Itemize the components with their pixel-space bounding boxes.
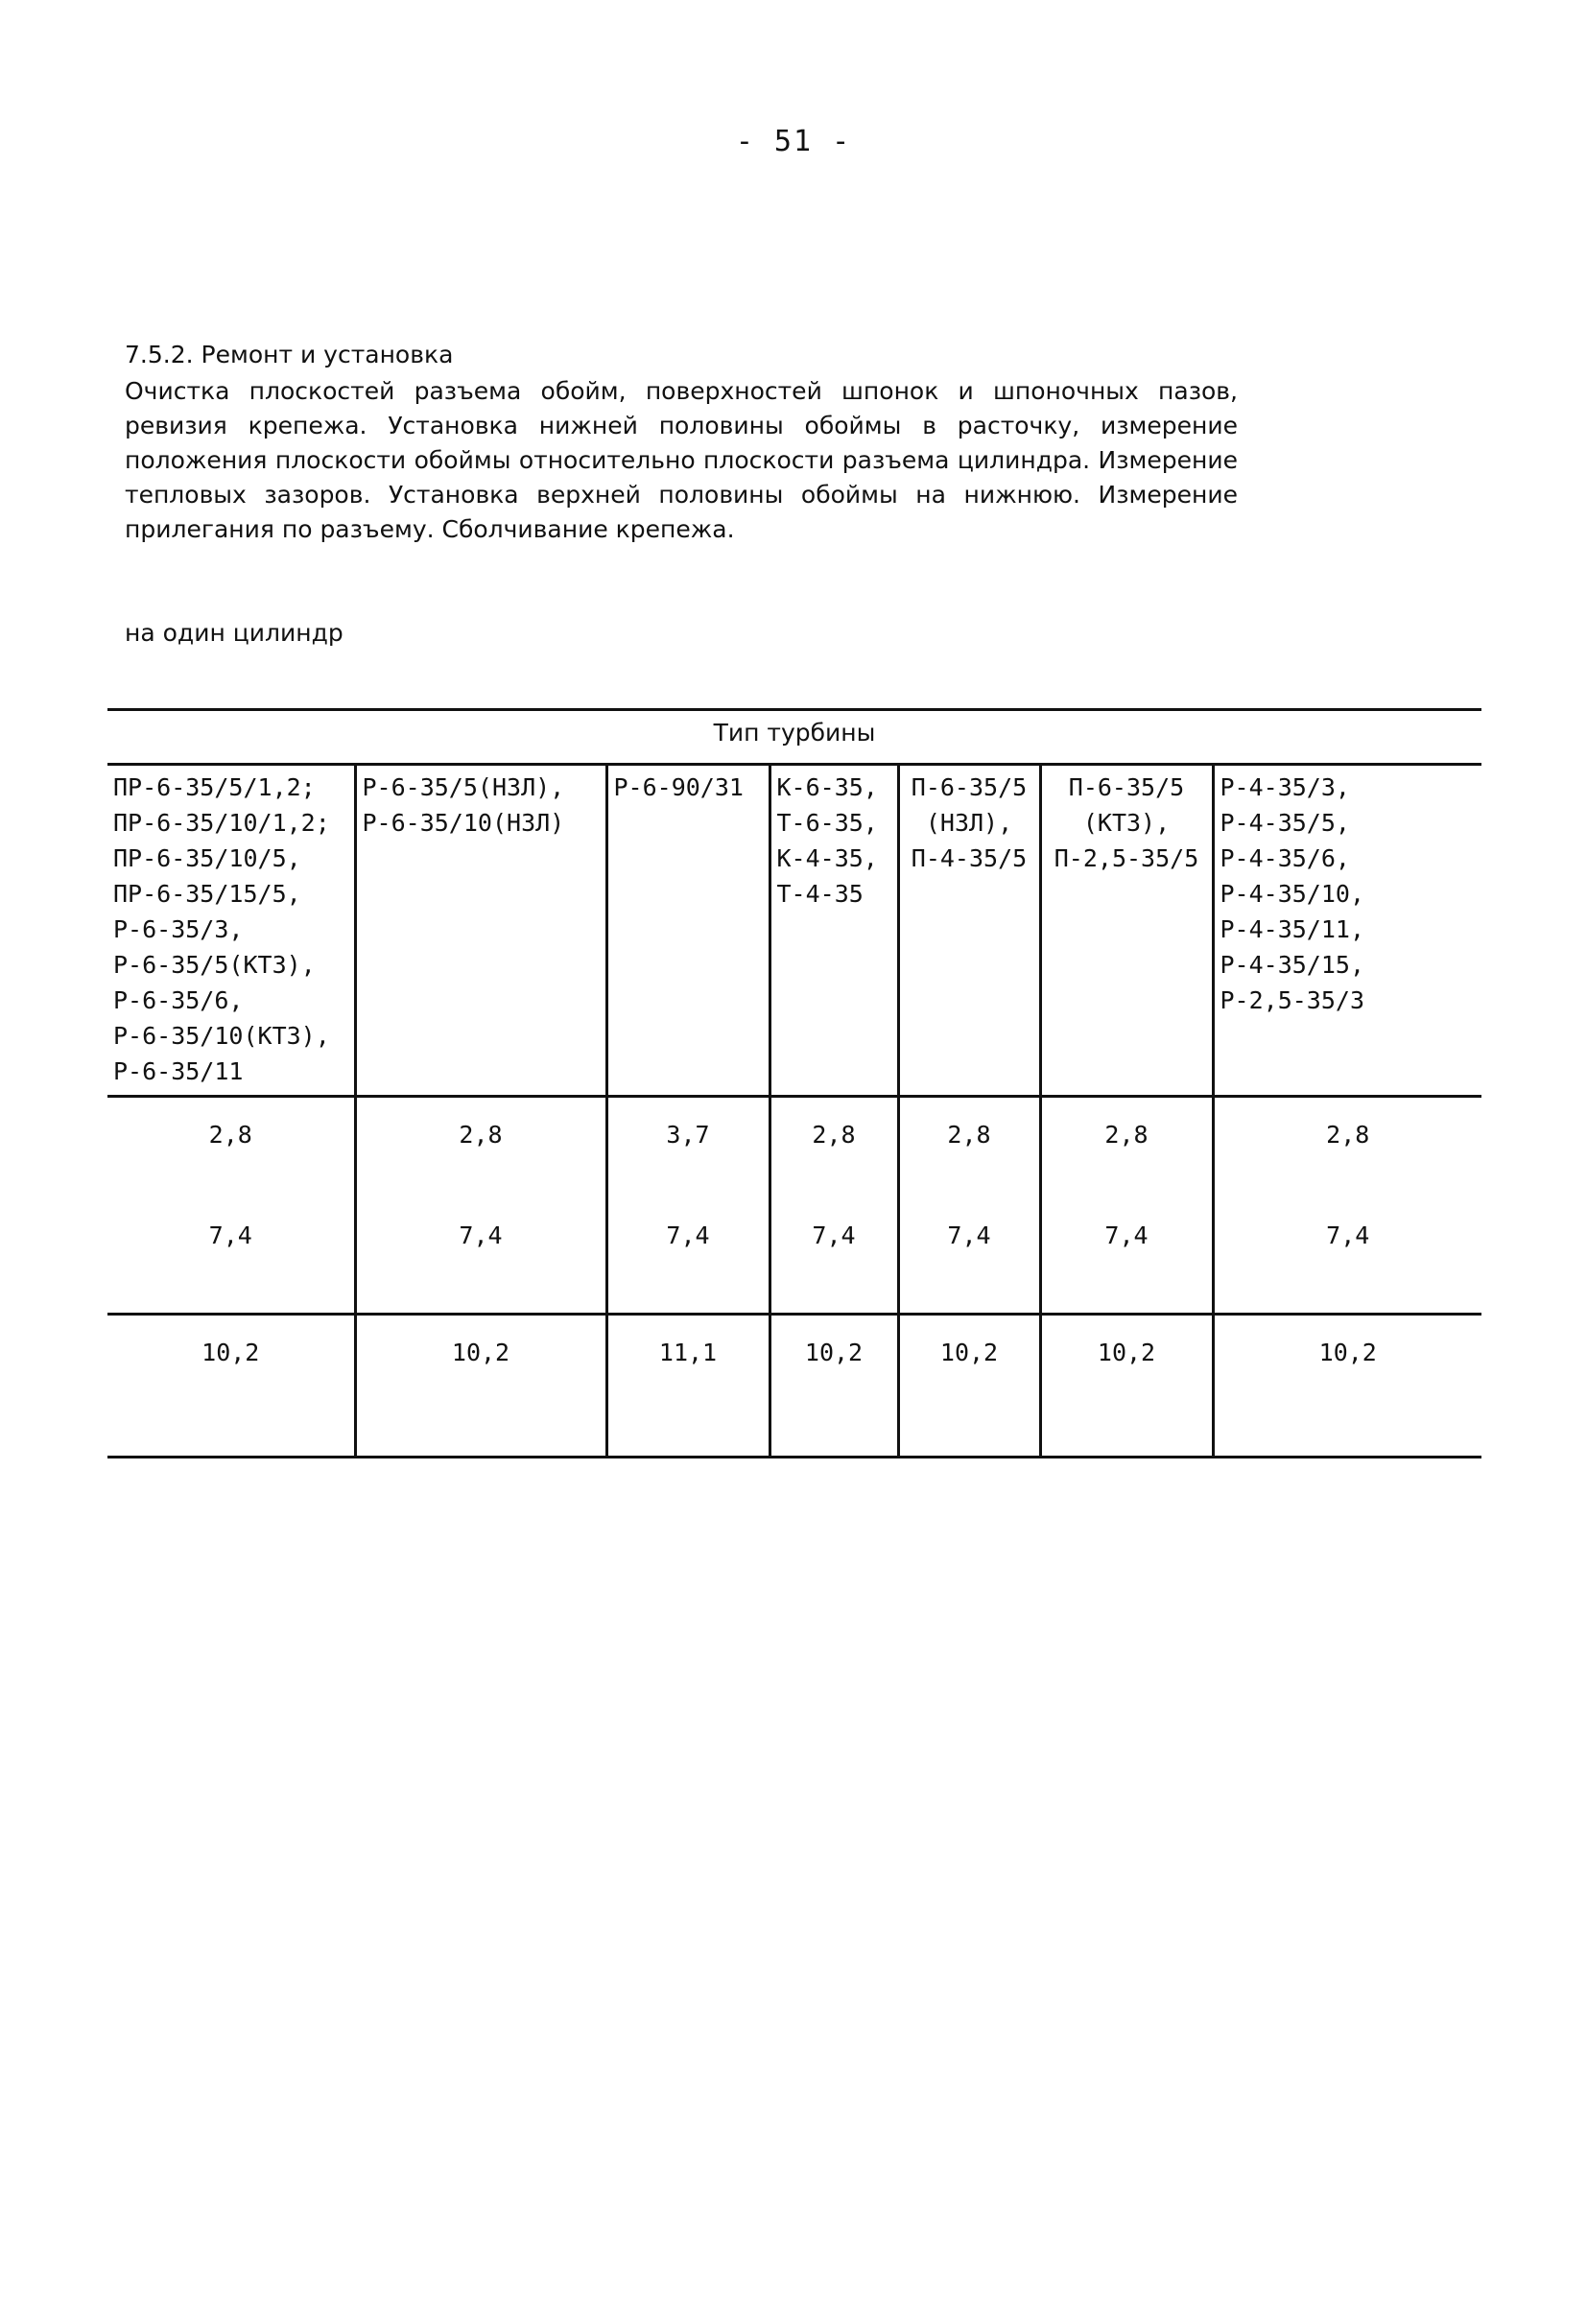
value-second: 7,4 [459,1221,503,1249]
unit-note: на один цилиндр [125,619,343,647]
total-cell: 11,1 [606,1315,770,1458]
value-first: 2,8 [812,1121,856,1149]
total-row [107,1315,1481,1458]
value-second: 7,4 [812,1221,856,1249]
total-cell: 10,2 [770,1315,898,1458]
table-header-turbine-type: Тип турбины [713,719,876,747]
type-line: П-4-35/5 [911,844,1028,872]
type-line: Р-4-35/6, [1220,844,1350,872]
value-second: 7,4 [1326,1221,1370,1249]
type-line: ПР-6-35/15/5, [113,880,301,908]
type-line: Р-6-35/10(НЗЛ) [362,809,565,837]
value-second: 7,4 [947,1221,991,1249]
type-line: Т-6-35, [776,809,878,837]
type-line: Р-4-35/5, [1220,809,1350,837]
value-first: 2,8 [208,1121,252,1149]
value-second: 7,4 [1104,1221,1149,1249]
type-line: ПР-6-35/10/1,2; [113,809,330,837]
type-line: (КТЗ), [1082,809,1171,837]
value-cell [770,1097,898,1315]
total-cell: 10,2 [107,1315,355,1458]
type-line: ПР-6-35/5/1,2; [113,773,316,801]
type-line: Р-4-35/11, [1220,915,1365,943]
type-line: Р-6-35/3, [113,915,244,943]
turbine-types-cell [1040,765,1213,1097]
turbine-types-cell [898,765,1040,1097]
total-cell: 10,2 [898,1315,1040,1458]
type-line: Р-6-35/6, [113,986,244,1014]
type-line: Р-4-35/15, [1220,951,1365,979]
type-line: Р-6-35/5(НЗЛ), [362,773,565,801]
section-body: Очистка плоскостей разъема обойм, поверхностей шпонок и шпоночных пазов, ревизия крепежа. Установка нижней половины обоймы в расточку, измерение положения плоскости обоймы относительно плоскости разъема цилиндра. Измерение тепловых зазоров. Установка верхней половины обоймы на нижнюю. Измерение прилегания по разъему. Сболчивание крепежа. [125,377,1238,543]
type-line: П-2,5-35/5 [1054,844,1199,872]
type-line: Р-4-35/10, [1220,880,1365,908]
turbine-types-row [107,765,1481,1097]
total-cell: 10,2 [355,1315,606,1458]
type-line: Р-6-35/5(КТЗ), [113,951,316,979]
value-first: 2,8 [459,1121,503,1149]
value-first: 2,8 [1326,1121,1370,1149]
type-line: П-6-35/5 [911,773,1028,801]
turbine-types-cell [606,765,770,1097]
value-second: 7,4 [208,1221,252,1249]
value-first: 2,8 [1104,1121,1149,1149]
type-line: К-4-35, [776,844,878,872]
page-number: - 51 - [735,125,852,158]
labor-norm-table [107,708,1481,1458]
type-line: Р-2,5-35/3 [1220,986,1365,1014]
type-line: Р-6-90/31 [613,773,744,801]
value-cell [898,1097,1040,1315]
value-cell [1040,1097,1213,1315]
type-line: ПР-6-35/10/5, [113,844,301,872]
value-cell [355,1097,606,1315]
type-line: Р-6-35/10(КТЗ), [113,1022,330,1050]
turbine-types-cell [770,765,898,1097]
turbine-types-cell [107,765,355,1097]
type-line: К-6-35, [776,773,878,801]
type-line: Р-6-35/11 [113,1057,244,1085]
type-line: (НЗЛ), [925,809,1013,837]
turbine-types-cell [355,765,606,1097]
type-line: П-6-35/5 [1068,773,1185,801]
values-row [107,1097,1481,1315]
type-line: Т-4-35 [776,880,864,908]
total-cell: 10,2 [1040,1315,1213,1458]
total-cell: 10,2 [1213,1315,1481,1458]
section-heading: 7.5.2. Ремонт и установка [125,341,454,368]
value-cell [1213,1097,1481,1315]
value-second: 7,4 [666,1221,710,1249]
value-first: 2,8 [947,1121,991,1149]
turbine-types-cell [1213,765,1481,1097]
value-first: 3,7 [666,1121,710,1149]
value-cell [107,1097,355,1315]
value-cell [606,1097,770,1315]
type-line: Р-4-35/3, [1220,773,1350,801]
